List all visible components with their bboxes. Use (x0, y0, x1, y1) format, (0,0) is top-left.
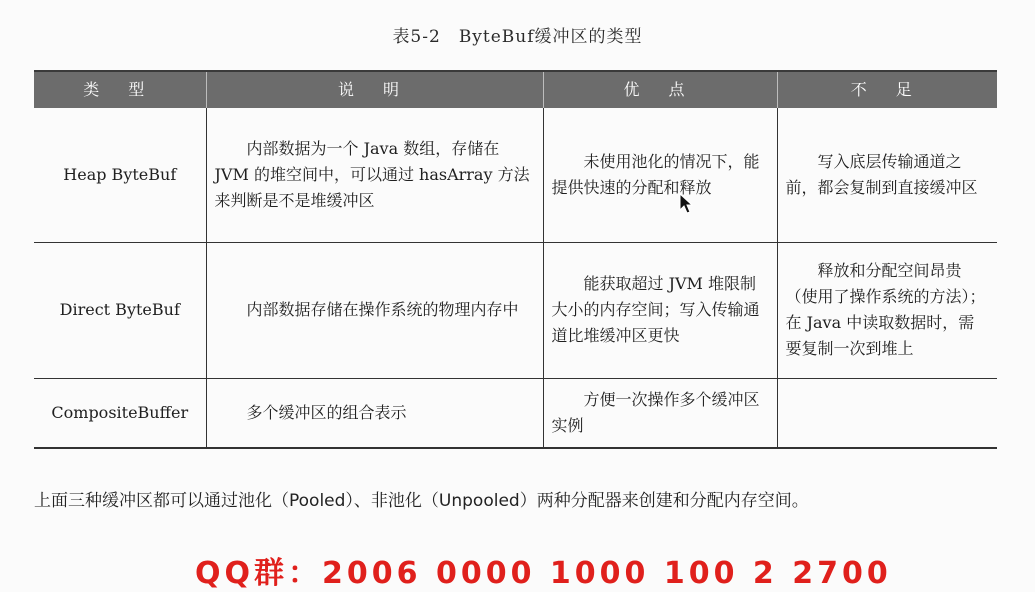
table-header-row (34, 71, 997, 108)
cell-disadvantage (777, 378, 997, 448)
table-row (34, 108, 997, 242)
overlay-text: QQ群：2006 0000 1000 100 2 2700 (195, 556, 892, 591)
header-advantage: 优 点 (543, 71, 777, 108)
cell-disadvantage: 释放和分配空间昂贵（使用了操作系统的方法）；在 Java 中读取数据时，需要复制一次到堆上 (777, 242, 997, 378)
table-row (34, 242, 997, 378)
table-caption: 表5-2 ByteBuf缓冲区的类型 (392, 27, 643, 47)
cell-advantage: 未使用池化的情况下，能提供快速的分配和释放 (543, 108, 777, 242)
cell-type: Direct ByteBuf (34, 242, 206, 378)
cell-disadvantage: 写入底层传输通道之前，都会复制到直接缓冲区 (777, 108, 997, 242)
cell-description: 多个缓冲区的组合表示 (206, 378, 543, 448)
bytebuf-types-table (34, 70, 997, 449)
cell-type: CompositeBuffer (34, 378, 206, 448)
cell-advantage: 能获取超过 JVM 堆限制大小的内存空间；写入传输通道比堆缓冲区更快 (543, 242, 777, 378)
mouse-pointer-icon (679, 193, 695, 215)
cell-advantage: 方便一次操作多个缓冲区实例 (543, 378, 777, 448)
footnote-paragraph: 上面三种缓冲区都可以通过池化（Pooled）、非池化（Unpooled）两种分配器来创建和分配内存空间。 (34, 491, 809, 511)
cell-description: 内部数据存储在操作系统的物理内存中 (206, 242, 543, 378)
header-type: 类 型 (34, 71, 206, 108)
cell-description: 内部数据为一个 Java 数组，存储在 JVM 的堆空间中，可以通过 hasArray 方法来判断是不是堆缓冲区 (206, 108, 543, 242)
overlay-watermark (195, 550, 892, 591)
header-description: 说 明 (206, 71, 543, 108)
table-row (34, 378, 997, 448)
header-disadvantage: 不 足 (777, 71, 997, 108)
cell-type: Heap ByteBuf (34, 108, 206, 242)
